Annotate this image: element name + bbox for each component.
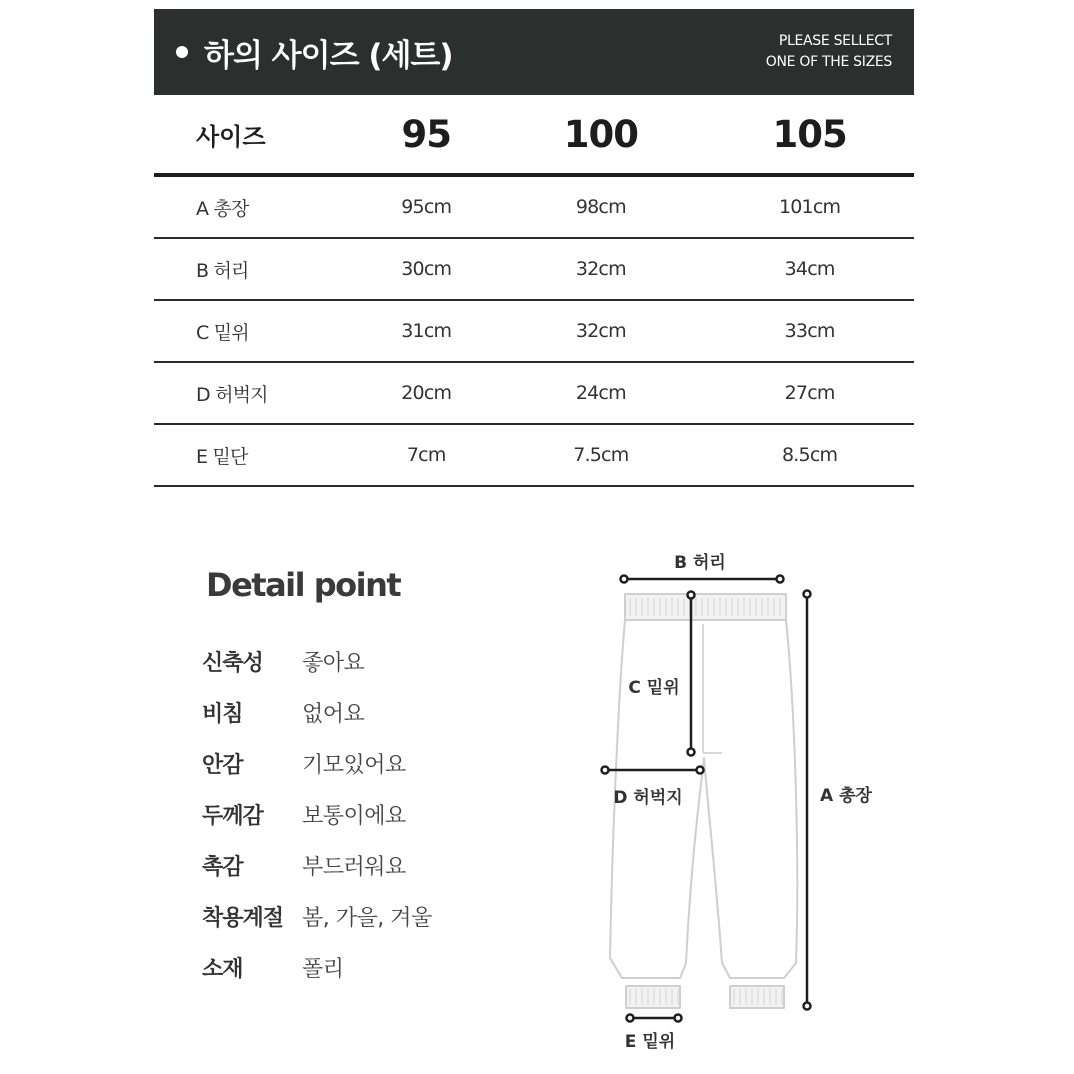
- row-label: B 허리: [154, 238, 356, 300]
- detail-item: [202, 840, 432, 891]
- size-header-label: 사이즈: [154, 95, 356, 175]
- cell-value: 34cm: [705, 238, 914, 300]
- detail-item: [202, 891, 432, 942]
- detail-key: 착용계절: [202, 906, 284, 931]
- size-header-95: 95: [356, 95, 496, 175]
- cell-value: 32cm: [496, 238, 705, 300]
- detail-list: [202, 636, 432, 993]
- header-title: 하의 사이즈 (세트): [204, 37, 453, 74]
- cell-value: 7.5cm: [496, 424, 705, 486]
- detail-key: 소재: [202, 957, 243, 982]
- header-note: [766, 31, 914, 73]
- pants-measurement-diagram: [590, 548, 890, 1058]
- detail-key: 촉감: [202, 855, 243, 880]
- header-title-group: [154, 30, 453, 75]
- label-c: C 밑위: [628, 678, 680, 698]
- cell-value: 30cm: [356, 238, 496, 300]
- detail-value: 기모있어요: [302, 753, 406, 778]
- header-note-line-1: PLEASE SELLECT: [778, 33, 892, 49]
- cell-value: 32cm: [496, 300, 705, 362]
- label-a: A 총장: [820, 786, 872, 806]
- size-header-bar: [154, 9, 914, 95]
- cell-value: 27cm: [705, 362, 914, 424]
- row-label: E 밑단: [154, 424, 356, 486]
- label-b: B 허리: [674, 553, 726, 573]
- table-row: [154, 362, 914, 424]
- cell-value: 101cm: [705, 175, 914, 238]
- cell-value: 8.5cm: [705, 424, 914, 486]
- measure-line-a: [804, 591, 811, 1010]
- size-header-100: 100: [496, 95, 705, 175]
- label-d: D 허벅지: [613, 788, 683, 808]
- cell-value: 33cm: [705, 300, 914, 362]
- detail-value: 부드러워요: [302, 855, 406, 880]
- cell-value: 98cm: [496, 175, 705, 238]
- detail-key: 신축성: [202, 651, 263, 676]
- detail-value: 봄, 가을, 겨울: [302, 906, 432, 931]
- detail-value: 좋아요: [302, 651, 365, 676]
- header-note-line-2: ONE OF THE SIZES: [765, 54, 892, 70]
- size-header-105: 105: [705, 95, 914, 175]
- detail-value: 보통이에요: [302, 804, 406, 829]
- cell-value: 31cm: [356, 300, 496, 362]
- measure-line-e: [627, 1015, 682, 1022]
- detail-item: [202, 789, 432, 840]
- row-label: C 밑위: [154, 300, 356, 362]
- detail-value: 폴리: [302, 957, 344, 982]
- cell-value: 7cm: [356, 424, 496, 486]
- table-row: [154, 175, 914, 238]
- label-e: E 밑위: [624, 1032, 676, 1052]
- table-row: [154, 300, 914, 362]
- detail-item: [202, 738, 432, 789]
- detail-item: [202, 687, 432, 738]
- detail-item: [202, 942, 432, 993]
- detail-key: 안감: [202, 753, 243, 778]
- cell-value: 95cm: [356, 175, 496, 238]
- cell-value: 20cm: [356, 362, 496, 424]
- bullet-icon: [176, 46, 188, 58]
- cell-value: 24cm: [496, 362, 705, 424]
- detail-item: [202, 636, 432, 687]
- size-table-header-row: [154, 95, 914, 175]
- measure-line-b: [621, 576, 784, 583]
- detail-key: 두께감: [202, 804, 263, 829]
- size-table: [154, 95, 914, 487]
- detail-value: 없어요: [302, 702, 365, 727]
- table-row: [154, 424, 914, 486]
- detail-point-title: Detail point: [206, 566, 401, 604]
- detail-key: 비침: [202, 702, 243, 727]
- row-label: A 총장: [154, 175, 356, 238]
- table-row: [154, 238, 914, 300]
- row-label: D 허벅지: [154, 362, 356, 424]
